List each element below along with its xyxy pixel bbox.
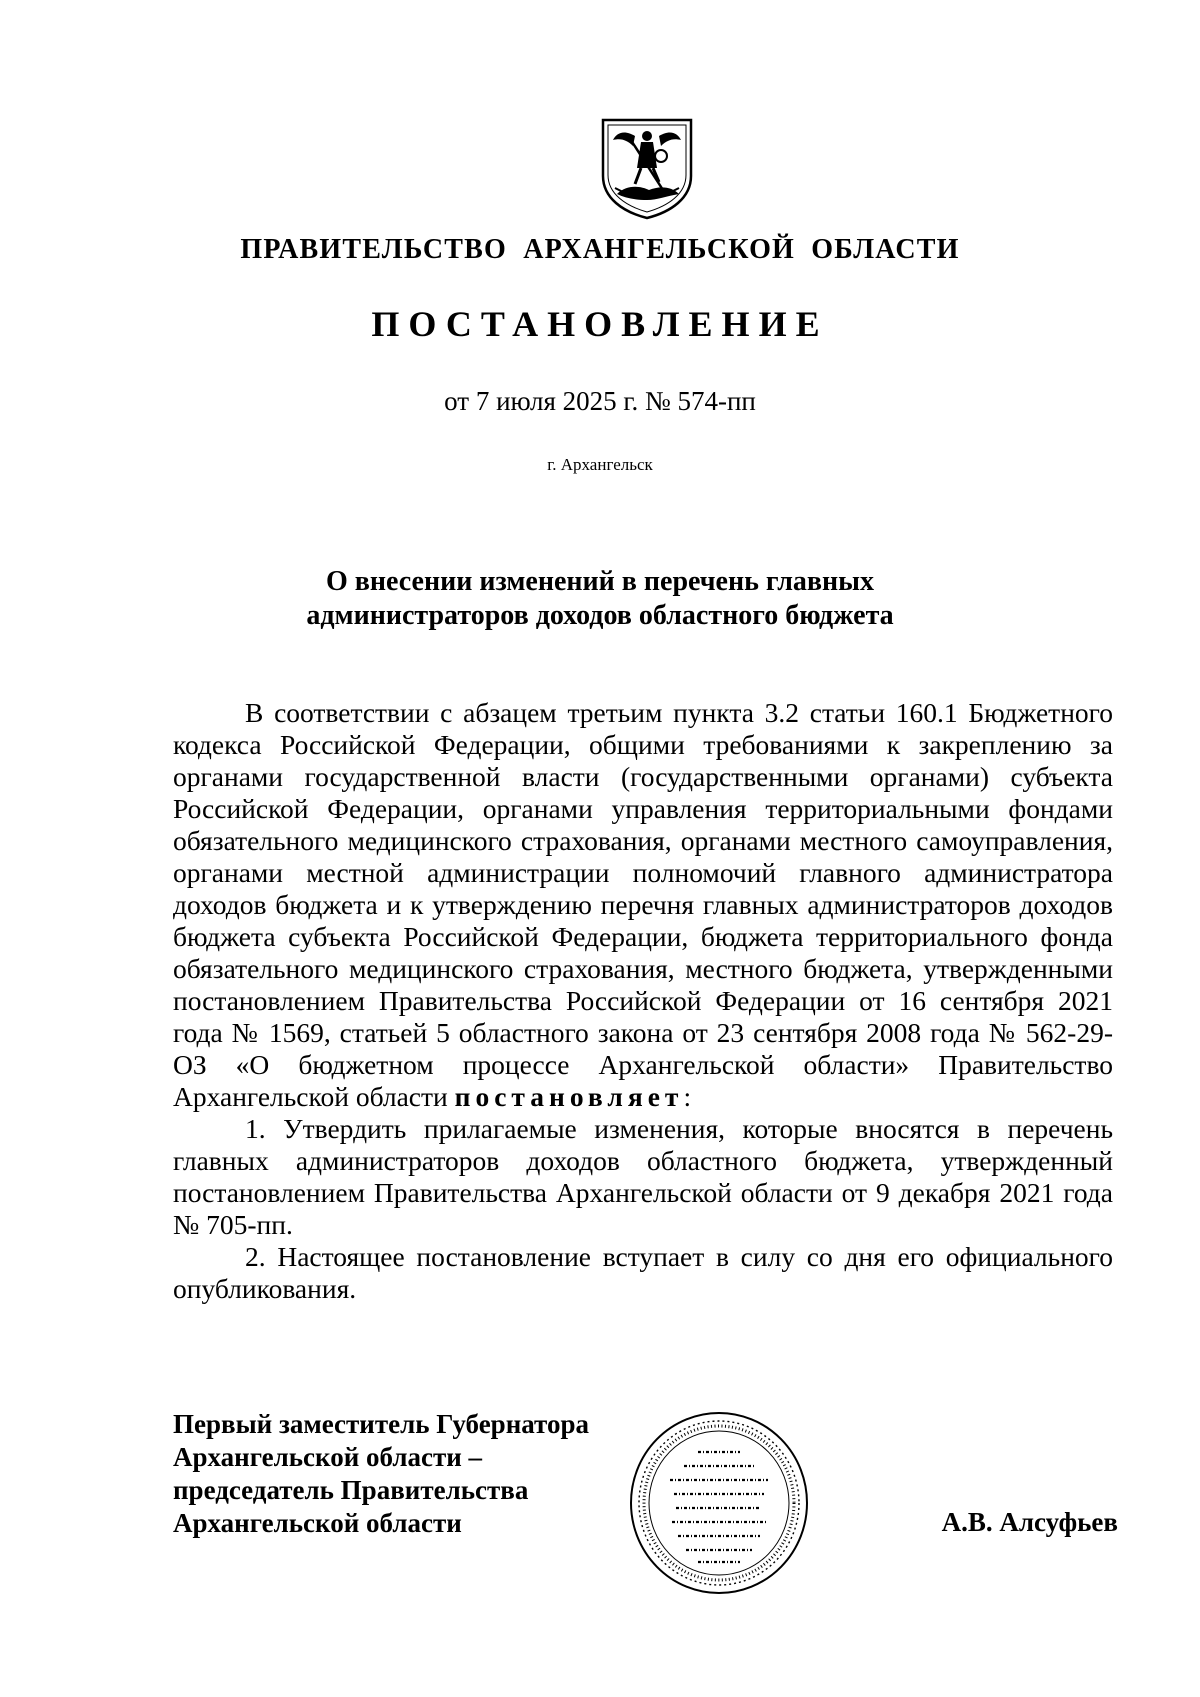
document-date-number: от 7 июля 2025 г. № 574-пп (444, 386, 756, 416)
preamble-text: В соответствии с абзацем третьим пункта 3.2 статьи 160.1 Бюджетного кодекса Российской Федерации, общими требованиями к закреплению за органами государственной власти (государственными органами) субъекта Российской Федерации, органами управления территориальными фондами обязательного медицинского страхования, органами местного самоуправления, органами местной администрации полномочий главного администратора доходов бюджета и к утверждению перечня главных администраторов доходов бюджета субъекта Российской Федерации, бюджета территориального фонда обязательного медицинского страхования, местного бюджета, утвержденными постановлением Правительства Российской Федерации от 16 сентября 2021 года № 1569, статьей 5 областного закона от 23 сентября 2008 года № 562-29-ОЗ «О бюджетном процессе Архангельской области» Правительство Архангельской области (173, 697, 1113, 1112)
item-2-paragraph: 2. Настоящее постановление вступает в силу со дня его официального опубликования. (173, 1241, 1113, 1304)
decree-colon: : (683, 1081, 692, 1112)
organization-title: ПРАВИТЕЛЬСТВО АРХАНГЕЛЬСКОЙ ОБЛАСТИ (240, 234, 960, 265)
signer-name: А.В. Алсуфьев (941, 1507, 1118, 1537)
signer-title (173, 1408, 643, 1540)
signer-title-line: Архангельской области – (173, 1442, 483, 1472)
official-seal-icon (628, 1410, 810, 1596)
preamble-paragraph (173, 697, 1113, 1113)
document-subject (0, 565, 1200, 633)
item-1-paragraph: 1. Утвердить прилагаемые изменения, которые вносятся в перечень главных администраторов доходов областного бюджета, утвержденный постановлением Правительства Архангельской области от 9 декабря 2021 года № 705-пп. (173, 1113, 1113, 1240)
document-type-title: ПОСТАНОВЛЕНИЕ (371, 304, 829, 344)
signer-title-line: Архангельской области (173, 1508, 462, 1538)
document-body (173, 697, 1113, 1305)
document-city: г. Архангельск (547, 455, 653, 474)
subject-line-2: администраторов доходов областного бюджета (306, 600, 894, 631)
signer-title-line: председатель Правительства (173, 1475, 529, 1505)
decree-word: постановляет (454, 1081, 684, 1112)
coat-of-arms-icon (597, 116, 697, 220)
subject-line-1: О внесении изменений в перечень главных (325, 566, 875, 597)
signer-title-line: Первый заместитель Губернатора (173, 1409, 589, 1439)
